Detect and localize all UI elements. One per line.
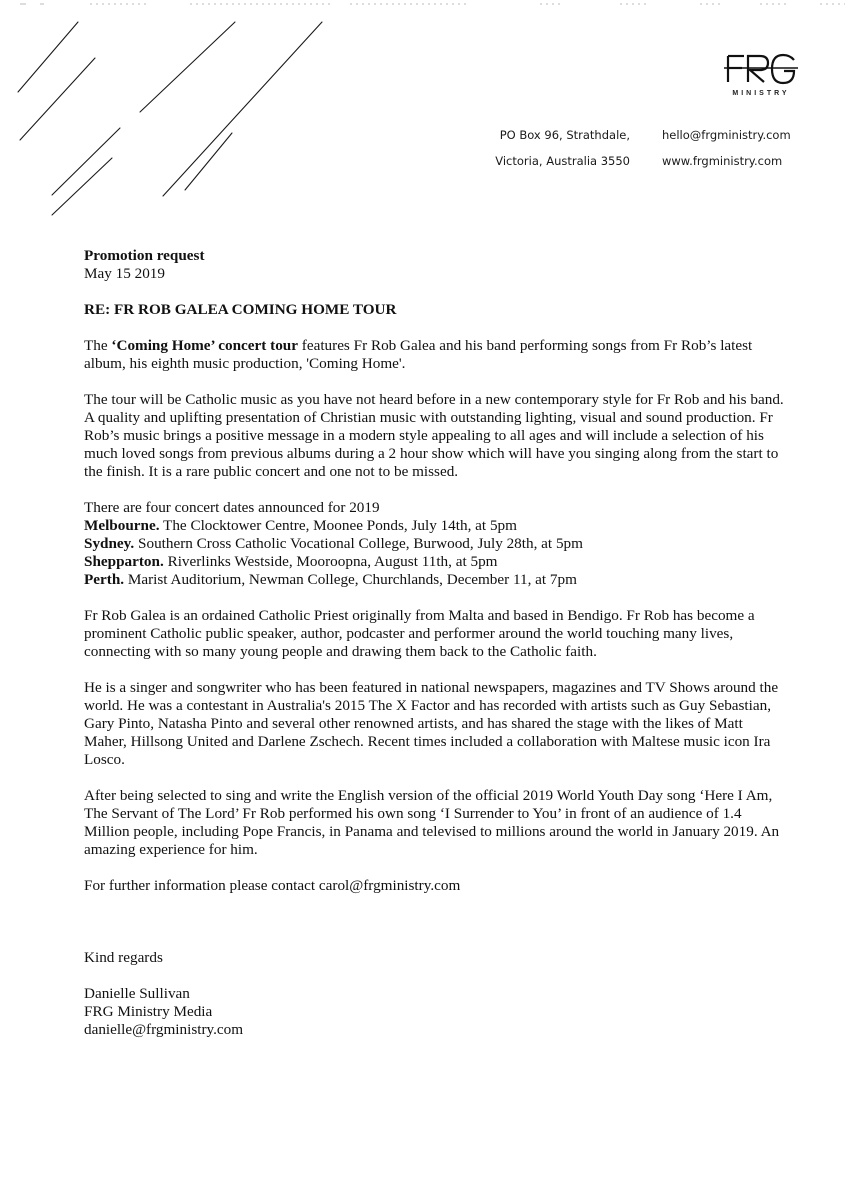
tour-description-paragraph: The tour will be Catholic music as you have not heard before in a new contemporary style for Fr Rob and his band. A quality and uplifting presentation of Christian music with outstanding lighting, visual and sound production. Fr Rob’s music brings a positive message in a modern style appealing to all ages and will include a selection of his much loved songs from previous albums during a 2 hour show which will have you singing along from the start to the finish. It is a rare public concert and one not to be missed. xyxy=(84,391,784,480)
concert-date-item xyxy=(84,535,784,553)
contact-email-link[interactable]: hello@frgministry.com xyxy=(662,128,791,142)
career-paragraph: He is a singer and songwriter who has been featured in national newspapers, magazines and TV Shows around the world. He was a contestant in Australia's 2015 The X Factor and has recorded with artists such as Guy Sebastian, Gary Pinto, Natasha Pinto and several other renowned artists, and has shared the stage with the likes of Matt Maher, Hillsong United and Darlene Zschech. Recent times included a collaboration with Maltese music icon Ira Losco. xyxy=(84,679,779,768)
intro-paragraph xyxy=(84,337,784,373)
letter-subject: RE: FR ROB GALEA COMING HOME TOUR xyxy=(84,301,397,318)
concert-city: Sydney. xyxy=(84,535,135,552)
letter-body xyxy=(84,247,784,1039)
concert-city: Perth. xyxy=(84,571,125,588)
concert-details: The Clocktower Centre, Moonee Ponds, July 14th, at 5pm xyxy=(159,517,517,534)
signature-name: Danielle Sullivan xyxy=(84,985,190,1002)
dates-intro: There are four concert dates announced for 2019 xyxy=(84,499,380,516)
signature-email: danielle@frgministry.com xyxy=(84,1021,244,1038)
intro-rest: features Fr Rob Galea and his band performing songs from Fr Rob’s latest album, his eighth music production, 'Coming Home'. xyxy=(84,337,753,372)
address-line: Victoria, Australia 3550 xyxy=(495,154,630,168)
frg-ministry-logo xyxy=(722,52,800,104)
logo-subtitle: MINISTRY xyxy=(732,90,790,97)
postal-address xyxy=(490,122,630,174)
signature-organisation: FRG Ministry Media xyxy=(84,1003,213,1020)
letter-date: May 15 2019 xyxy=(84,265,165,282)
contact-website-link[interactable]: www.frgministry.com xyxy=(662,154,783,168)
biography-paragraph: Fr Rob Galea is an ordained Catholic Priest originally from Malta and based in Bendigo. Fr Rob has become a prominent Catholic public speaker, author, podcaster and performer around the world touching many lives, connecting with so many young people and drawing them back to the Catholic faith. xyxy=(84,607,755,660)
concert-details: Riverlinks Westside, Mooroopna, August 11th, at 5pm xyxy=(163,553,498,570)
further-info: For further information please contact carol@frgministry.com xyxy=(84,877,461,894)
concert-city: Melbourne. xyxy=(84,517,160,534)
concert-city: Shepparton. xyxy=(84,553,164,570)
world-youth-day-paragraph: After being selected to sing and write the English version of the official 2019 World Youth Day song ‘Here I Am, The Servant of The Lord’ Fr Rob performed his own song ‘I Surrender to You’ in front of an audience of 1.4 Million people, including Pope Francis, in Panama and televised to millions around the world in January 2019. An amazing experience for him. xyxy=(84,787,780,858)
concert-date-item xyxy=(84,517,784,535)
closing: Kind regards xyxy=(84,949,163,966)
contact-details xyxy=(662,122,802,174)
concert-date-item xyxy=(84,553,784,571)
concert-date-item xyxy=(84,571,784,589)
decorative-slash-lines xyxy=(0,0,340,230)
concert-details: Southern Cross Catholic Vocational College, Burwood, July 28th, at 5pm xyxy=(134,535,583,552)
address-line: PO Box 96, Strathdale, xyxy=(499,128,630,142)
letter-type: Promotion request xyxy=(84,247,205,264)
intro-prefix: The xyxy=(84,337,112,354)
frg-logo-mark-icon xyxy=(724,52,798,86)
concert-details: Marist Auditorium, Newman College, Churchlands, December 11, at 7pm xyxy=(124,571,577,588)
tour-name: ‘Coming Home’ concert tour xyxy=(111,337,298,354)
